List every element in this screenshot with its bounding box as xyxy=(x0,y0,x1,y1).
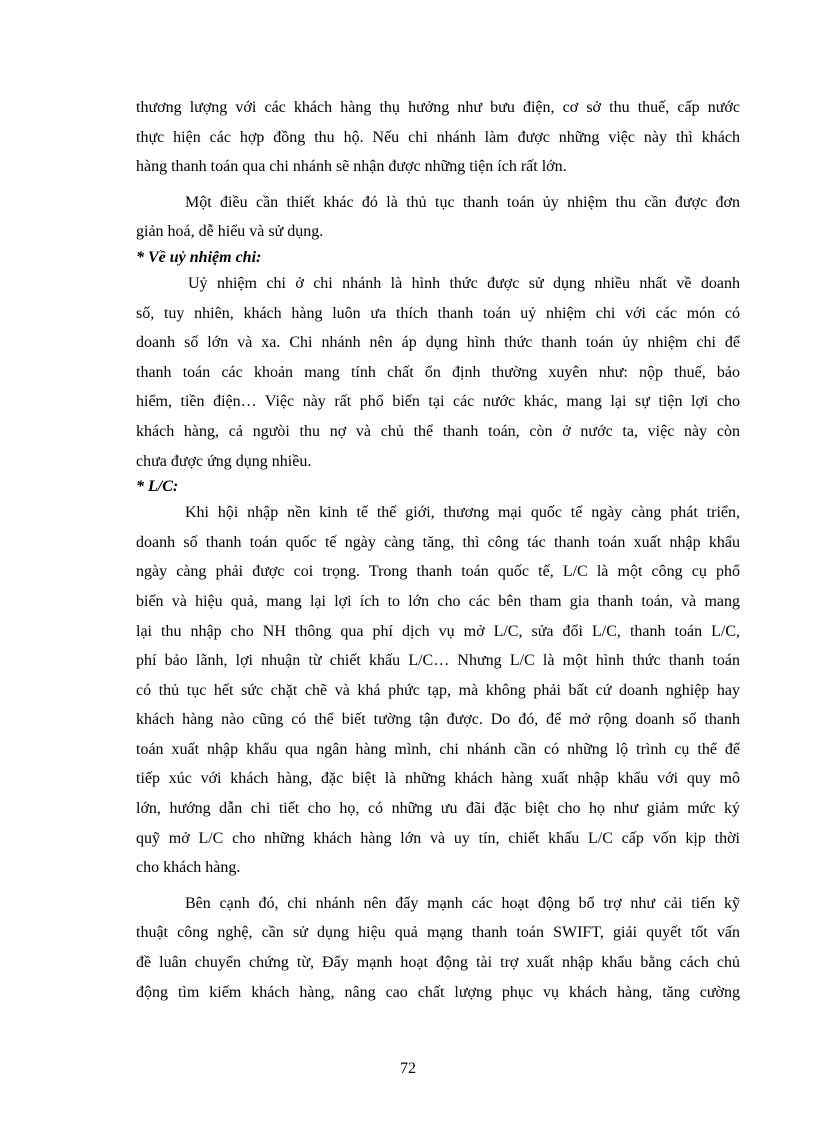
text-line: phí bảo lãnh, lợi nhuận từ chiết khấu L/C… Nhưng L/C là một hình thức thanh toán xyxy=(136,652,740,670)
section-heading: * L/C: xyxy=(136,478,179,496)
text-line: thương lượng với các khách hàng thụ hưởng như bưu điện, cơ sở thu thuế, cấp nước xyxy=(136,99,740,116)
text-line: động tìm kiếm khách hàng, nâng cao chất lượng phục vụ khách hàng, tăng cường xyxy=(136,983,740,1001)
text-line: lại thu nhập cho NH thông qua phí dịch vụ mở L/C, sửa đổi L/C, thanh toán L/C, xyxy=(136,622,740,640)
text-line: toán xuất nhập khẩu qua ngân hàng mình, chi nhánh cần có những lộ trình cụ thể để xyxy=(136,740,740,758)
paragraph xyxy=(136,269,740,476)
text-line: Uỷ nhiệm chi ở chi nhánh là hình thức được sử dụng nhiều nhất về doanh xyxy=(188,274,740,292)
text-line: lớn, hướng dẫn chi tiết cho họ, có những ưu đãi đặc biệt cho họ như giảm mức ký xyxy=(136,800,740,818)
text-line: giản hoá, dễ hiểu và sử dụng. xyxy=(136,223,324,241)
document-body xyxy=(136,93,740,1007)
paragraph xyxy=(136,498,740,883)
text-line: Khi hội nhập nền kinh tế thế giới, thương mại quốc tế ngày càng phát triển, xyxy=(185,504,740,522)
text-line: thực hiện các hợp đồng thu hộ. Nếu chi nhánh làm được những việc này thì khách xyxy=(136,128,740,146)
text-line: Bên cạnh đó, chi nhánh nên đẩy mạnh các hoạt động bổ trợ như cải tiến kỹ xyxy=(185,894,740,912)
text-line: Một điều cần thiết khác đó là thủ tục thanh toán ủy nhiệm thu cần được đơn xyxy=(185,193,740,211)
section-heading: * Về uỷ nhiệm chi: xyxy=(136,248,262,266)
page-number: 72 xyxy=(400,1060,416,1077)
text-line: ngày càng phải được coi trọng. Trong thanh toán quốc tế, L/C là một công cụ phổ xyxy=(136,563,740,581)
text-line: tiếp xúc với khách hàng, đặc biệt là những khách hàng xuất nhập khẩu với quy mô xyxy=(136,770,740,788)
paragraph xyxy=(136,188,740,247)
text-line: hiểm, tiền điện… Việc này rất phổ biến tại các nước khác, mang lại sự tiện lợi cho xyxy=(136,393,740,411)
text-line: thuật công nghệ, cần sử dụng hiệu quả mạng thanh toán SWIFT, giải quyết tốt vấn xyxy=(136,924,740,942)
text-line: biến và hiệu quả, mang lại lợi ích to lớn cho các bên tham gia thanh toán, và mang xyxy=(136,592,740,610)
text-line: doanh số thanh toán quốc tế ngày càng tăng, thì công tác thanh toán xuất nhập khẩu xyxy=(136,533,740,551)
text-line: đề luân chuyển chứng từ, Đẩy mạnh hoạt động tài trợ xuất nhập khẩu bằng cách chủ xyxy=(136,954,740,972)
paragraph xyxy=(136,889,740,1007)
text-line: số, tuy nhiên, khách hàng luôn ưa thích thanh toán uỷ nhiệm chi với các món có xyxy=(136,304,740,322)
text-line: khách hàng nào cũng có thể biết tường tận được. Do đó, để mở rộng doanh số thanh xyxy=(136,711,740,729)
text-line: thanh toán các khoản mang tính chất ổn định thường xuyên như: nộp thuế, bảo xyxy=(136,363,740,381)
text-line: khách hàng, cả ngưòi thu nợ và chủ thể thanh toán, còn ở nước ta, việc này còn xyxy=(136,422,740,440)
text-line: cho khách hàng. xyxy=(136,859,241,877)
paragraph xyxy=(136,93,740,182)
text-line: doanh số lớn và xa. Chi nhánh nên áp dụng hình thức thanh toán ủy nhiệm chi để xyxy=(136,334,740,352)
text-line: hàng thanh toán qua chi nhánh sẽ nhận được những tiện ích rất lớn. xyxy=(136,158,567,176)
text-line: quỹ mở L/C cho những khách hàng lớn và uy tín, chiết khấu L/C cấp vốn kịp thời xyxy=(136,829,740,847)
text-line: có thủ tục hết sức chặt chẽ và khá phức tạp, mà không phải bất cứ doanh nghiệp hay xyxy=(136,681,740,699)
text-line: chưa được ứng dụng nhiều. xyxy=(136,452,312,470)
